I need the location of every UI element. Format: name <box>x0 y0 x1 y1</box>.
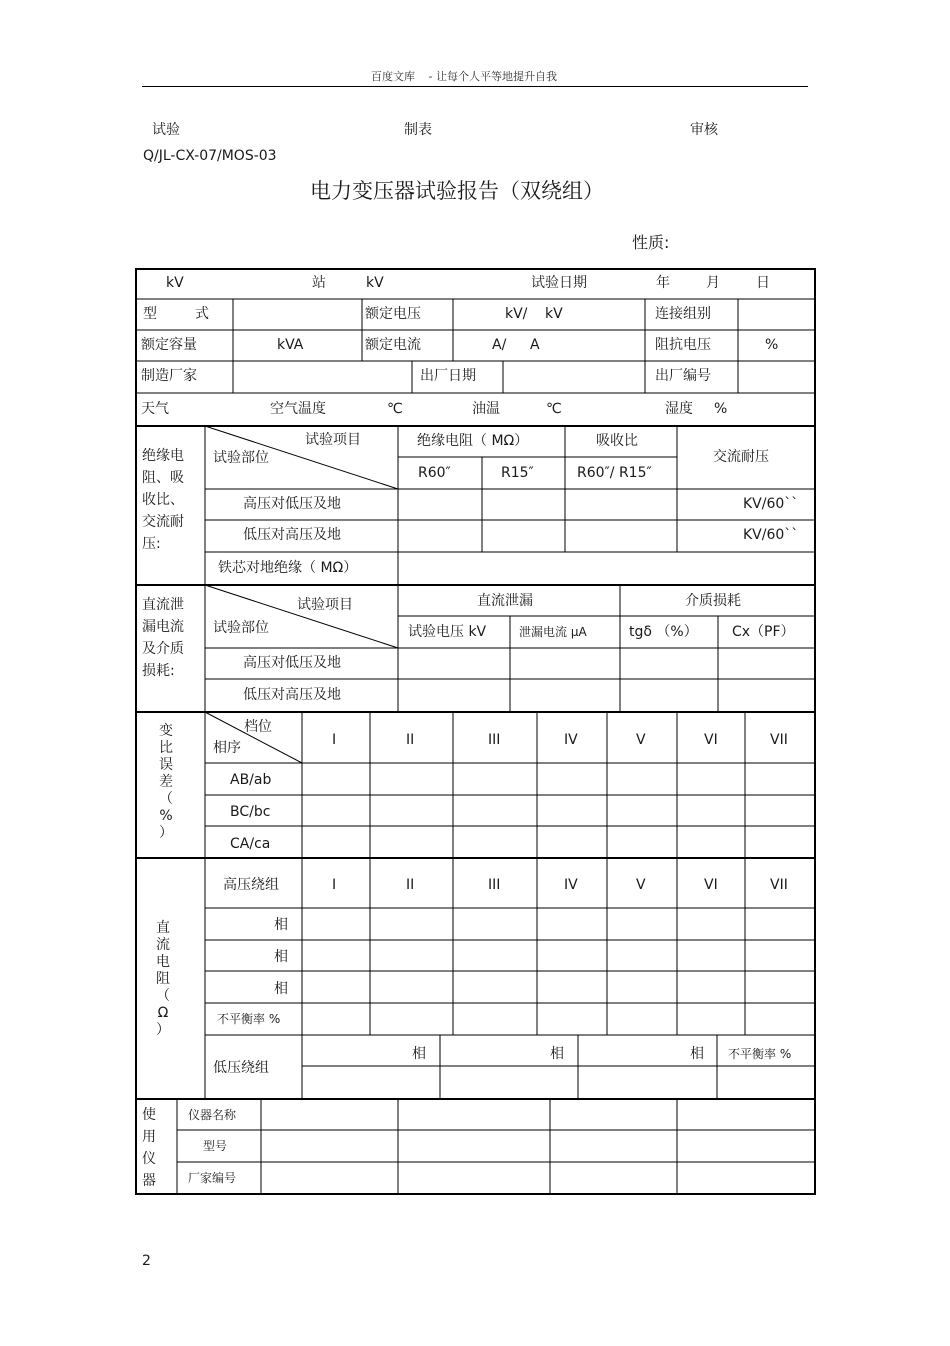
insulation-row-hv: 高压对低压及地 <box>243 496 341 512</box>
info-factory-number-label: 出厂编号 <box>655 368 711 384</box>
ratio-tap-label: 档位 <box>244 719 272 735</box>
ratio-row-bc: BC/bc <box>230 804 271 820</box>
test-voltage-header: 试验电压 kV <box>408 624 487 640</box>
ac-withstand-header: 交流耐压 <box>713 449 769 465</box>
instrument-name-label: 仪器名称 <box>188 1108 237 1122</box>
info-air-temp-label: 空气温度 <box>270 401 326 417</box>
ratio-tap-7: VII <box>770 732 788 748</box>
lv-winding-label: 低压绕组 <box>213 1060 269 1076</box>
info-voltage-unit-b: kV <box>545 306 563 322</box>
ratio-tap-2: II <box>406 732 415 748</box>
insulation-section-label: 绝缘电 阻、吸 收比、 交流耐 压: <box>142 448 184 552</box>
nature-label: 性质: <box>632 233 670 252</box>
insulation-resistance-header: 绝缘电阻（ MΩ） <box>417 433 529 449</box>
instruments-section-label: 使 用 仪 器 <box>142 1107 156 1189</box>
ratio-phase-label: 相序 <box>213 740 241 756</box>
info-humidity-label: 湿度 <box>665 401 693 417</box>
ratio-section-label: 变 比 误 差 （ % ） <box>159 723 173 841</box>
tg-delta-header: tgδ （%） <box>629 624 698 640</box>
insulation-test-item-label: 试验项目 <box>305 432 361 448</box>
insulation-test-part-label: 试验部位 <box>213 450 269 466</box>
dcres-tap-6: VI <box>704 877 718 893</box>
dcres-tap-5: V <box>636 877 646 893</box>
info-day: 日 <box>756 275 770 291</box>
absorption-ratio-header: 吸收比 <box>596 433 638 449</box>
header-site: 百度文库 <box>371 70 415 83</box>
info-month: 月 <box>706 275 720 291</box>
info-oil-temp-unit: ℃ <box>546 401 562 417</box>
lv-phase-1: 相 <box>412 1046 426 1062</box>
info-station: 站 <box>312 275 326 291</box>
ratio-tap-3: III <box>488 732 501 748</box>
info-rated-voltage-label: 额定电压 <box>365 306 421 322</box>
insulation-row-lv: 低压对高压及地 <box>243 527 341 543</box>
info-connection-group-label: 连接组别 <box>655 306 711 322</box>
info-weather-label: 天气 <box>141 401 169 417</box>
info-kva-unit: kVA <box>277 337 304 353</box>
lv-phase-2: 相 <box>550 1046 564 1062</box>
dcres-section-label: 直 流 电 阻 （ Ω ） <box>156 920 170 1038</box>
info-oil-temp-label: 油温 <box>472 401 500 417</box>
signoff-review: 审核 <box>690 122 718 138</box>
r60-r15-header: R60″/ R15″ <box>577 465 652 481</box>
ratio-tap-4: IV <box>564 732 578 748</box>
signoff-test: 试验 <box>152 122 180 138</box>
leakage-test-part-label: 试验部位 <box>213 620 269 636</box>
info-model-label-2: 式 <box>195 306 209 322</box>
lv-imbalance-label: 不平衡率 % <box>728 1047 792 1061</box>
dielectric-loss-header: 介质损耗 <box>685 593 741 609</box>
instrument-serial-label: 厂家编号 <box>188 1171 237 1185</box>
info-manufacturer-label: 制造厂家 <box>141 368 197 384</box>
leakage-row-hv: 高压对低压及地 <box>243 655 341 671</box>
cx-header: Cx（PF） <box>732 624 795 640</box>
instrument-model-label: 型号 <box>203 1139 228 1153</box>
dcres-tap-4: IV <box>564 877 578 893</box>
info-factory-date-label: 出厂日期 <box>420 368 476 384</box>
info-current-unit-a: A/ <box>492 337 507 353</box>
r60-header: R60″ <box>418 465 451 481</box>
page-title: 电力变压器试验报告（双绕组） <box>310 179 604 203</box>
leakage-test-item-label: 试验项目 <box>297 597 353 613</box>
ratio-tap-1: I <box>332 732 337 748</box>
info-air-temp-unit: ℃ <box>387 401 403 417</box>
lv-phase-3: 相 <box>690 1046 704 1062</box>
document-code: Q/JL-CX-07/MOS-03 <box>143 148 277 164</box>
leakage-row-lv: 低压对高压及地 <box>243 687 341 703</box>
core-insulation-label: 铁芯对地绝缘（ MΩ） <box>218 560 358 576</box>
insulation-kv60-2: KV/60`` <box>743 527 799 543</box>
info-voltage-unit-a: kV/ <box>505 306 528 322</box>
ratio-tap-6: VI <box>704 732 718 748</box>
dcres-phase-row-3: 相 <box>274 981 288 997</box>
header-slogan: - 让每个人平等地提升自我 <box>428 70 557 83</box>
signoff-tabulate: 制表 <box>404 122 432 138</box>
r15-header: R15″ <box>501 465 534 481</box>
info-humidity-unit: % <box>714 401 728 417</box>
info-impedance-voltage-label: 阻抗电压 <box>655 337 711 353</box>
info-rated-capacity-label: 额定容量 <box>141 337 197 353</box>
leakage-section-label: 直流泄 漏电流 及介质 损耗: <box>142 597 184 679</box>
hv-winding-label: 高压绕组 <box>223 877 279 893</box>
ratio-row-ca: CA/ca <box>230 836 271 852</box>
dcres-tap-1: I <box>332 877 337 893</box>
ratio-tap-5: V <box>636 732 646 748</box>
dcres-phase-row-1: 相 <box>274 917 288 933</box>
dcres-tap-2: II <box>406 877 415 893</box>
info-year: 年 <box>656 275 670 291</box>
info-current-unit-b: A <box>530 337 540 353</box>
dc-leakage-header: 直流泄漏 <box>477 593 533 609</box>
dcres-imbalance-label: 不平衡率 % <box>217 1012 281 1026</box>
dcres-tap-7: VII <box>770 877 788 893</box>
ratio-row-ab: AB/ab <box>230 772 272 788</box>
leakage-current-header: 泄漏电流 μA <box>519 625 587 639</box>
info-rated-current-label: 额定电流 <box>365 337 421 353</box>
info-kv1: kV <box>166 275 184 291</box>
dcres-tap-3: III <box>488 877 501 893</box>
info-kv2: kV <box>366 275 384 291</box>
insulation-kv60-1: KV/60`` <box>743 496 799 512</box>
dcres-phase-row-2: 相 <box>274 949 288 965</box>
page-number: 2 <box>142 1253 151 1269</box>
info-model-label: 型 <box>143 306 157 322</box>
info-impedance-unit: % <box>765 337 779 353</box>
info-test-date-label: 试验日期 <box>531 275 587 291</box>
